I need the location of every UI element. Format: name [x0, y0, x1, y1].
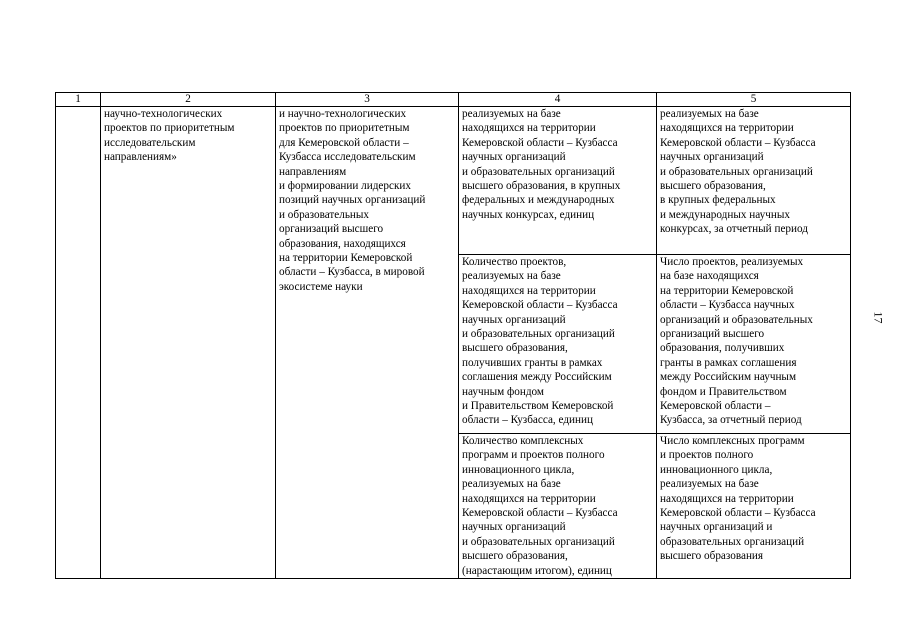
- header-cell-2: 2: [101, 93, 276, 107]
- cell-row2-col5: Число проектов, реализуемых на базе находящихся на территории Кемеровской области – Кузбасса научных организаций и образовательных организаций высшего образования, получивших гранты в рамках соглашения между Российским научным фондом и Правительством Кемеровской области – Кузбасса, за отчетный период: [657, 255, 851, 434]
- header-cell-5: 5: [657, 93, 851, 107]
- table-row: [56, 107, 851, 255]
- header-cell-1: 1: [56, 93, 101, 107]
- page-number: 17: [871, 311, 886, 324]
- cell-col2: научно-технологических проектов по приоритетным исследовательским направлениям»: [101, 107, 276, 579]
- header-cell-3: 3: [276, 93, 459, 107]
- cell-row3-col4: Количество комплексных программ и проектов полного инновационного цикла, реализуемых на базе находящихся на территории Кемеровской области – Кузбасса научных организаций и образовательных организаций высшего образования, (нарастающим итогом), единиц: [459, 434, 657, 579]
- cell-col3: и научно-технологических проектов по приоритетным для Кемеровской области – Кузбасса исследовательским направлениям и формировании лидерских позиций научных организаций и образовательных организаций высшего образования, находящихся на территории Кемеровской области – Кузбасса, в мировой экосистеме науки: [276, 107, 459, 579]
- header-cell-4: 4: [459, 93, 657, 107]
- document-table: [55, 92, 851, 579]
- cell-row3-col5: Число комплексных программ и проектов полного инновационного цикла, реализуемых на базе находящихся на территории Кемеровской области – Кузбасса научных организаций и образовательных организаций высшего образования: [657, 434, 851, 579]
- cell-col1: [56, 107, 101, 579]
- cell-row2-col4: Количество проектов, реализуемых на базе находящихся на территории Кемеровской области – Кузбасса научных организаций и образовательных организаций высшего образования, получивших гранты в рамках соглашения между Российским научным фондом и Правительством Кемеровской области – Кузбасса, единиц: [459, 255, 657, 434]
- table-header-row: [56, 93, 851, 107]
- cell-row1-col4: реализуемых на базе находящихся на территории Кемеровской области – Кузбасса научных организаций и образовательных организаций высшего образования, в крупных федеральных и международных научных конкурсах, единиц: [459, 107, 657, 255]
- cell-row1-col5: реализуемых на базе находящихся на территории Кемеровской области – Кузбасса научных организаций и образовательных организаций высшего образования, в крупных федеральных и международных научных конкурсах, за отчетный период: [657, 107, 851, 255]
